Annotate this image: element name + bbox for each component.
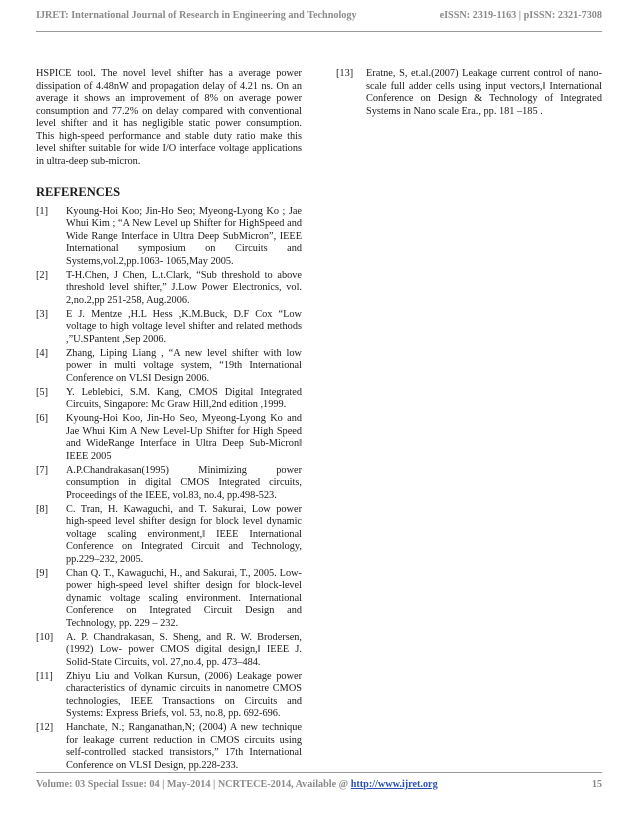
reference-item <box>36 671 302 721</box>
reference-text: C. Tran, H. Kawaguchi, and T. Sakurai, Low power high-speed level shifter design for block level dynamic voltage scaling environment,ǁ IEEE International Conference on Integrated Circuit and Technology, pp.229–232, 2005. <box>66 503 302 565</box>
reference-item <box>36 206 302 269</box>
reference-number: [13] <box>336 68 354 79</box>
header-divider <box>36 31 602 32</box>
reference-number: [10] <box>36 631 54 643</box>
left-column <box>36 68 302 774</box>
reference-item <box>336 68 602 118</box>
footer-info <box>36 779 438 790</box>
reference-text: Chan Q. T., Kawaguchi, H., and Sakurai, T., 2005. Low-power high-speed level shifter design for block-level dynamic voltage scaling environment. International Conference on Integrated Circuit Design and Technology, pp. 229 – 232. <box>66 567 302 629</box>
references-heading: REFERENCES <box>36 185 121 199</box>
reference-number: [8] <box>36 503 49 515</box>
journal-link[interactable]: http://www.ijret.org <box>350 779 438 790</box>
reference-text: Zhang, Liping Liang , “A new level shifter with low power in multi voltage system, “19th International Conference on VLSI Design 2006. <box>66 347 302 384</box>
reference-number: [2] <box>36 269 49 281</box>
reference-item <box>36 722 302 772</box>
reference-item <box>36 504 302 567</box>
reference-number: [11] <box>36 670 53 682</box>
reference-item <box>36 568 302 631</box>
reference-text: E J. Mentze ,H.L Hess ,K.M.Buck, D.F Cox “Low voltage to high voltage level shifter and related methods ,”U.SPantent ,Sep 2006. <box>66 308 302 345</box>
reference-text: Hanchate, N.; Ranganathan,N; (2004) A new technique for leakage current reduction in CMOS circuits using self-controlled stacked transistors,” 17th International Conference on VLSI Design, pp.228-233. <box>66 722 302 771</box>
reference-number: [12] <box>36 722 54 733</box>
page-header <box>36 10 602 21</box>
reference-text: Eratne, S, et.al.(2007) Leakage current control of nano-scale full adder cells using input vectors,ǁ International Conference on Design & Technology of Integrated Systems in Nano scale Era., pp. 181 –185 . <box>366 68 602 117</box>
page-footer <box>36 779 602 790</box>
reference-item <box>36 309 302 347</box>
reference-number: [9] <box>36 567 49 579</box>
issn-label: eISSN: 2319-1163 | pISSN: 2321-7308 <box>439 10 602 21</box>
reference-text: Y. Leblebici, S.M. Kang, CMOS Digital Integrated Circuits, Singapore: Mc Graw Hill,2nd edition ,1999. <box>66 386 302 410</box>
reference-number: [4] <box>36 347 49 359</box>
body-paragraph: HSPICE tool. The novel level shifter has a average power dissipation of 4.48nW and propagation delay of 4.21 ns. On an average it shows an improvement of 8% on average power consumption and 77.2% on delay compared with conventional level shifter and it has negligible static power consumption. This high-speed performance and stable duty ratio make this level shifter suitable for wide I/O interface voltage applications in ultra-deep sub-micron. <box>36 68 302 167</box>
reference-number: [6] <box>36 413 49 424</box>
reference-text: A.P.Chandrakasan(1995) Minimizing power consumption in digital CMOS Integrated circuits, Proceedings of the IEEE, vol.83, no.4, pp.498-523. <box>66 464 302 501</box>
reference-item <box>36 632 302 670</box>
reference-text: A. P. Chandrakasan, S. Sheng, and R. W. Brodersen,(1992) Low- power CMOS digital design,ǁ IEEE J. Solid-State Circuits, vol. 27,no.4, pp. 473–484. <box>66 631 302 668</box>
reference-number: [7] <box>36 464 49 476</box>
reference-text: T-H.Chen, J Chen, L.t.Clark, “Sub threshold to above threshold level shifter,” J.Low Power Electronics, vol. 2,no.2,pp 251-258, Aug.2006. <box>66 269 302 306</box>
right-column <box>336 68 602 120</box>
reference-number: [1] <box>36 205 49 217</box>
journal-title: IJRET: International Journal of Research in Engineering and Technology <box>36 10 357 21</box>
footer-divider <box>36 772 602 773</box>
reference-item <box>36 270 302 308</box>
reference-item <box>36 387 302 412</box>
reference-number: [3] <box>36 308 49 320</box>
reference-number: [5] <box>36 386 49 398</box>
reference-text: Kyoung-Hoi Koo, Jin-Ho Seo, Myeong-Lyong Ko and Jae Whui Kim A New Level-Up Shifter for High Speed and WideRange Interface in Ultra Deep Sub-Micronǁ IEEE 2005 <box>66 413 302 462</box>
reference-text: Zhiyu Liu and Volkan Kursun, (2006) Leakage power characteristics of dynamic circuits in nanometre CMOS technologies, IEEE Transactions on Circuits and Systems: Express Briefs, vol. 53, no.8, pp. 692-696. <box>66 670 302 719</box>
reference-item <box>36 465 302 503</box>
reference-item <box>36 413 302 463</box>
footer-text: Volume: 03 Special Issue: 04 | May-2014 | NCRTECE-2014, Available @ <box>36 779 351 790</box>
references-list-left <box>36 206 302 773</box>
reference-item <box>36 348 302 386</box>
page-number: 15 <box>591 779 602 790</box>
reference-text: Kyoung-Hoi Koo; Jin-Ho Seo; Myeong-Lyong Ko ; Jae Whui Kim ; “A New Level up Shifter for HighSpeed and Wide Range Interface in Ultra Deep SubMicron”, IEEE International symposium on Circuits and Systems,vol.2,pp.1063- 1065,May 2005. <box>66 205 302 267</box>
